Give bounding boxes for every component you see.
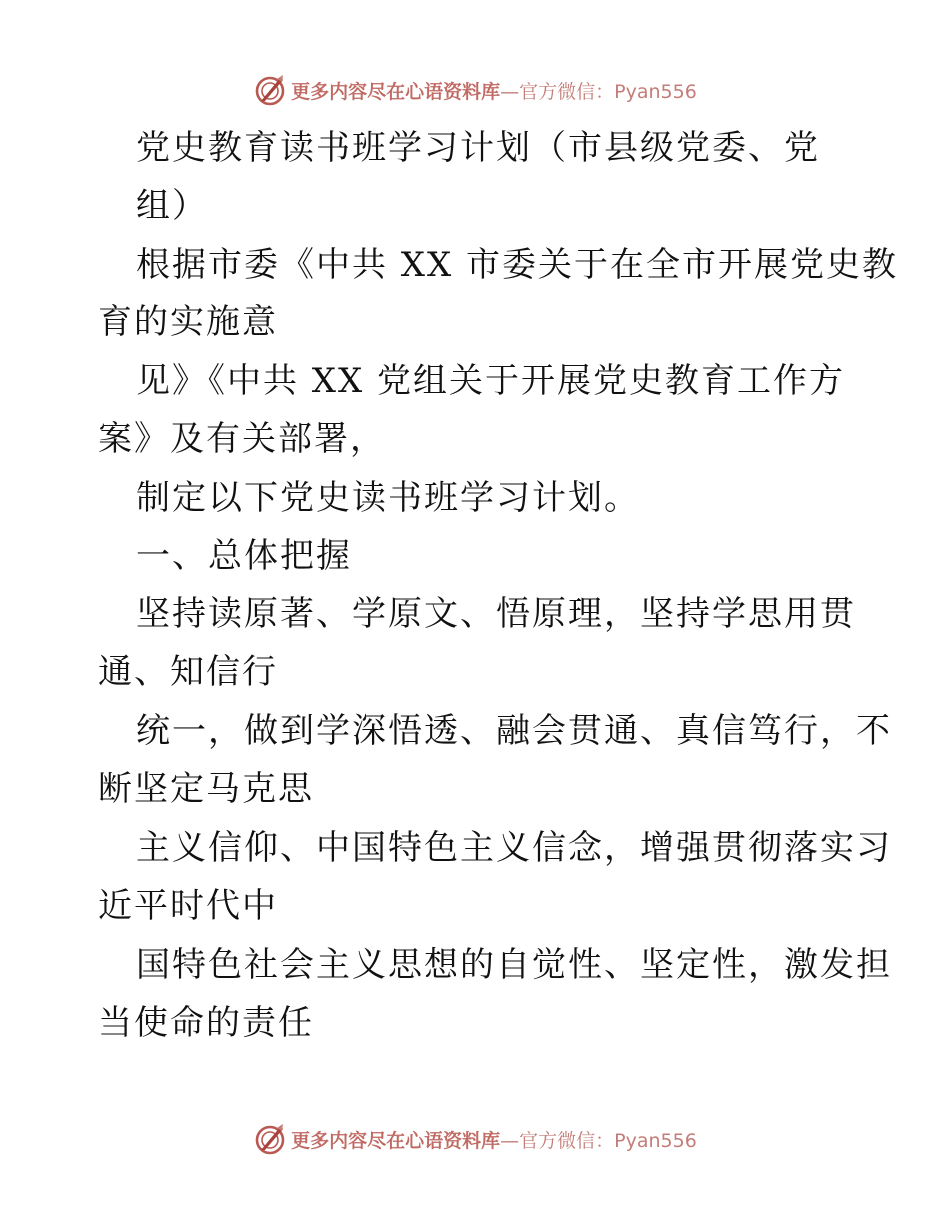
section-heading: 一、总体把握 (136, 536, 352, 576)
doc-line: 育的实施意 (98, 302, 278, 342)
watermark-dash: — (500, 80, 520, 103)
quill-pen-logo-icon (253, 1122, 287, 1156)
doc-line: 案》及有关部署， (98, 419, 386, 459)
doc-line: 断坚定马克思 (98, 769, 314, 809)
doc-line: 制定以下党史读书班学习计划。 (136, 478, 640, 518)
doc-line: 国特色社会主义思想的自觉性、坚定性，激发担 (136, 945, 892, 985)
watermark-text (291, 1126, 697, 1153)
doc-title-line-2: 组） (136, 186, 208, 226)
doc-line: 当使命的责任 (98, 1003, 314, 1043)
doc-line: 坚持读原著、学原文、悟原理，坚持学思用贯 (136, 594, 856, 634)
doc-line: 通、知信行 (98, 652, 278, 692)
doc-line: 统一，做到学深悟透、融会贯通、真信笃行，不 (136, 711, 892, 751)
doc-line: 近平时代中 (98, 886, 278, 926)
watermark-wechat: 官方微信：Pyan556 (519, 1129, 697, 1152)
doc-title-line-1: 党史教育读书班学习计划（市县级党委、党 (136, 128, 820, 168)
doc-line: 根据市委《中共 XX 市委关于在全市开展党史教 (136, 245, 899, 285)
watermark-brand: 更多内容尽在心语资料库 (291, 1129, 501, 1152)
doc-line: 见》《中共 XX 党组关于开展党史教育工作方 (136, 361, 846, 401)
watermark-wechat: 官方微信：Pyan556 (519, 80, 697, 103)
footer-watermark (0, 1121, 950, 1157)
doc-line: 主义信仰、中国特色主义信念，增强贯彻落实习 (136, 828, 892, 868)
watermark-brand: 更多内容尽在心语资料库 (291, 80, 501, 103)
watermark-dash: — (500, 1129, 520, 1152)
